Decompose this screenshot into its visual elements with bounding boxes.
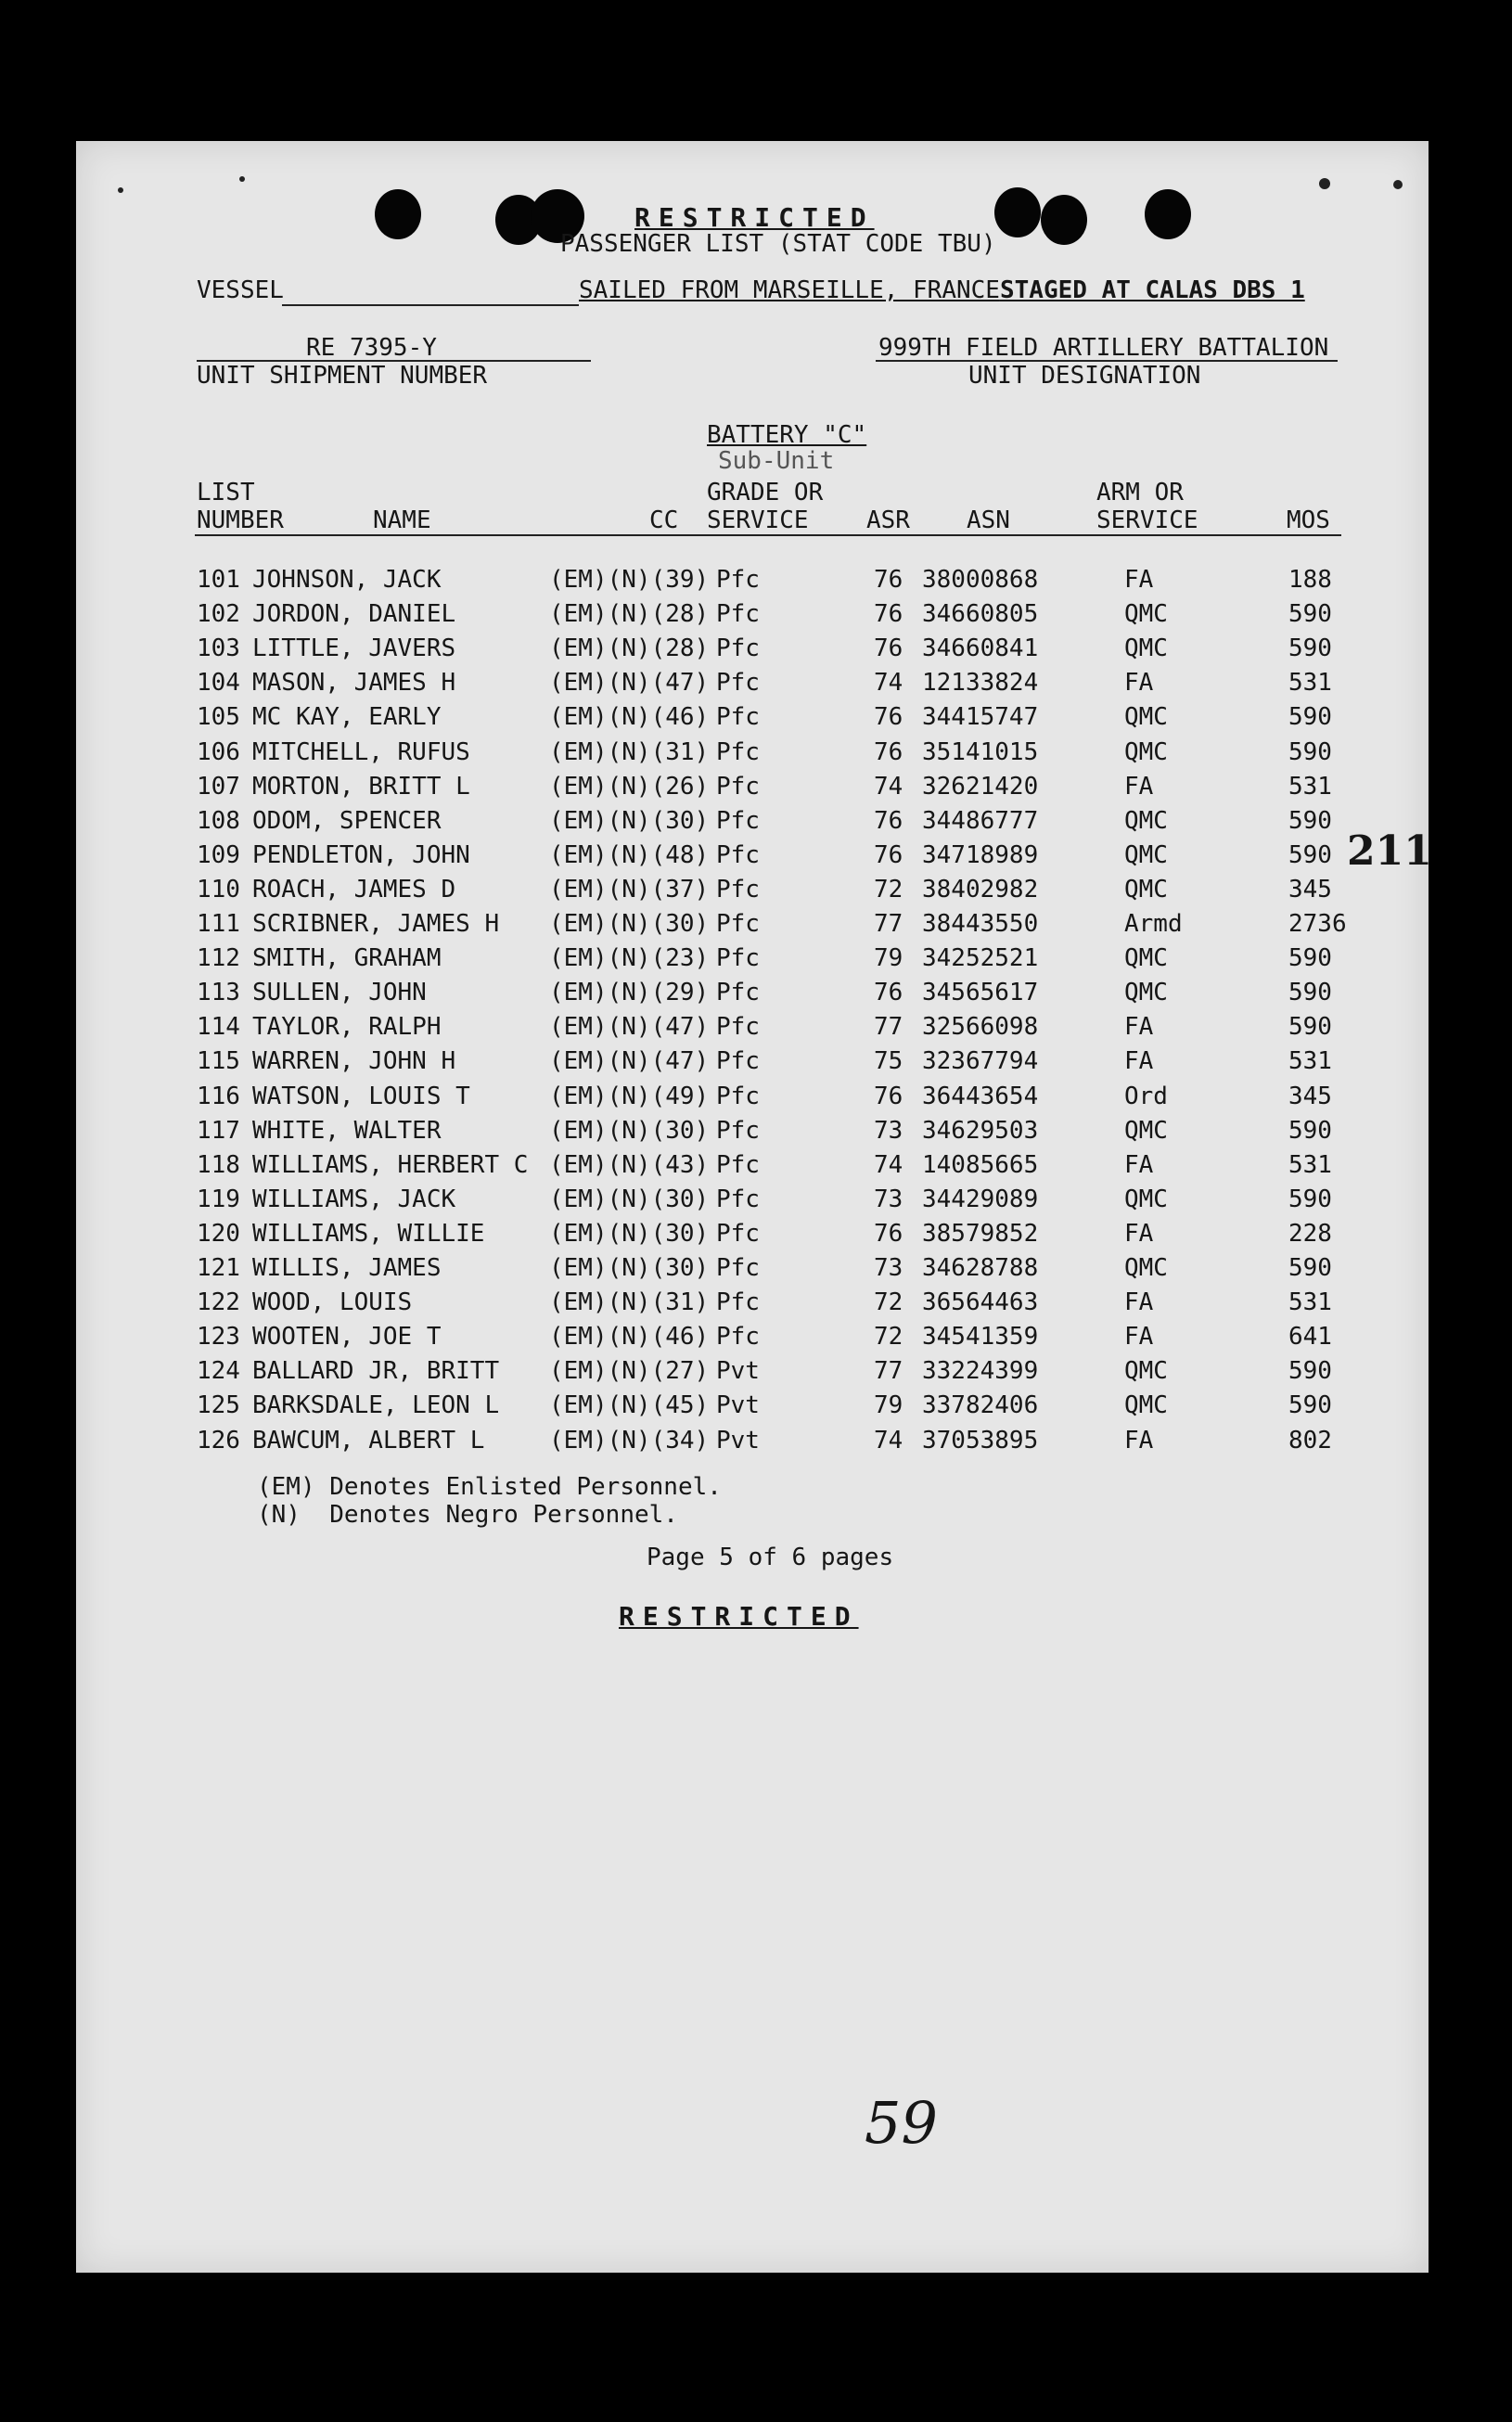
asr: 73 (874, 1254, 903, 1282)
arm-service: FA (1124, 1323, 1154, 1352)
asr: 76 (874, 634, 903, 663)
cc-code: (EM)(N)(30) (549, 1185, 710, 1213)
passenger-name: JOHNSON, JACK (252, 566, 442, 594)
table-row (76, 1427, 1429, 1464)
grade: Pfc (716, 1219, 760, 1248)
vessel-underline (282, 304, 579, 306)
grade: Pfc (716, 772, 760, 801)
cc-code: (EM)(N)(34) (549, 1426, 710, 1454)
arm-service: QMC (1124, 1116, 1168, 1145)
cc-code: (EM)(N)(46) (549, 1323, 710, 1352)
cc-code: (EM)(N)(29) (549, 979, 710, 1007)
asr: 76 (874, 840, 903, 869)
passenger-name: WILLIAMS, HERBERT C (252, 1150, 529, 1179)
speck (239, 176, 245, 182)
punch-hole (994, 187, 1041, 237)
table-row (76, 1220, 1429, 1257)
shipment-label: UNIT SHIPMENT NUMBER (197, 362, 488, 390)
mos: 531 (1288, 669, 1332, 698)
asr: 76 (874, 737, 903, 766)
grade: Pfc (716, 1116, 760, 1145)
list-number: 112 (197, 944, 240, 973)
asr: 79 (874, 1391, 903, 1420)
asr: 74 (874, 772, 903, 801)
col-grade-top: GRADE OR (707, 479, 824, 506)
mos: 590 (1288, 806, 1332, 835)
asr: 73 (874, 1116, 903, 1145)
grade: Pfc (716, 600, 760, 629)
col-mos: MOS (1287, 506, 1330, 534)
mos: 590 (1288, 840, 1332, 869)
arm-service: QMC (1124, 1391, 1168, 1420)
arm-service: Armd (1124, 910, 1183, 938)
grade: Pfc (716, 669, 760, 698)
asr: 76 (874, 1082, 903, 1110)
cc-code: (EM)(N)(30) (549, 1254, 710, 1282)
arm-service: QMC (1124, 634, 1168, 663)
table-row (76, 669, 1429, 706)
passenger-name: MORTON, BRITT L (252, 772, 470, 801)
list-number: 124 (197, 1357, 240, 1386)
col-asn: ASN (967, 506, 1010, 534)
mos: 188 (1288, 566, 1332, 594)
passenger-name: WILLIS, JAMES (252, 1254, 442, 1282)
mos: 590 (1288, 1254, 1332, 1282)
grade: Pfc (716, 1082, 760, 1110)
mos: 345 (1288, 1082, 1332, 1110)
cc-code: (EM)(N)(45) (549, 1391, 710, 1420)
asn: 34660805 (922, 600, 1039, 629)
list-number: 107 (197, 772, 240, 801)
col-asr: ASR (866, 506, 910, 534)
col-cc: CC (649, 506, 679, 534)
asr: 77 (874, 1357, 903, 1386)
asn: 32367794 (922, 1047, 1039, 1076)
asr: 72 (874, 1323, 903, 1352)
battery-label: BATTERY "C" (707, 421, 867, 449)
asn: 12133824 (922, 669, 1039, 698)
mos: 590 (1288, 1391, 1332, 1420)
arm-service: FA (1124, 1288, 1154, 1317)
table-row (76, 600, 1429, 637)
table-row (76, 910, 1429, 947)
grade: Pfc (716, 1047, 760, 1076)
col-grade-bottom: SERVICE (707, 506, 809, 534)
cc-code: (EM)(N)(31) (549, 1288, 710, 1317)
grade: Pfc (716, 703, 760, 732)
table-row (76, 841, 1429, 878)
sub-unit-label: Sub-Unit (718, 447, 835, 475)
cc-code: (EM)(N)(26) (549, 772, 710, 801)
table-row (76, 1047, 1429, 1084)
document-page (76, 141, 1432, 2273)
table-row (76, 876, 1429, 913)
asn: 32621420 (922, 772, 1039, 801)
col-number: NUMBER (197, 506, 284, 534)
passenger-name: WATSON, LOUIS T (252, 1082, 470, 1110)
vessel-label: VESSEL (197, 276, 284, 304)
table-row (76, 1323, 1429, 1360)
asr: 76 (874, 806, 903, 835)
passenger-name: MC KAY, EARLY (252, 703, 442, 732)
grade: Pfc (716, 634, 760, 663)
passenger-name: ODOM, SPENCER (252, 806, 442, 835)
speck (1319, 178, 1330, 189)
cc-code: (EM)(N)(37) (549, 875, 710, 903)
arm-service: QMC (1124, 840, 1168, 869)
asr: 75 (874, 1047, 903, 1076)
asr: 76 (874, 1219, 903, 1248)
arm-service: FA (1124, 1426, 1154, 1454)
col-name: NAME (373, 506, 431, 534)
list-number: 120 (197, 1219, 240, 1248)
mos: 590 (1288, 600, 1332, 629)
asr: 76 (874, 979, 903, 1007)
grade: Pfc (716, 1288, 760, 1317)
asn: 37053895 (922, 1426, 1039, 1454)
mos: 228 (1288, 1219, 1332, 1248)
arm-service: FA (1124, 1219, 1154, 1248)
passenger-name: JORDON, DANIEL (252, 600, 456, 629)
mos: 345 (1288, 875, 1332, 903)
cc-code: (EM)(N)(46) (549, 703, 710, 732)
asn: 36564463 (922, 1288, 1039, 1317)
table-row (76, 1185, 1429, 1223)
asn: 34252521 (922, 944, 1039, 973)
cc-code: (EM)(N)(30) (549, 910, 710, 938)
mos: 2736 (1288, 910, 1347, 938)
list-number: 116 (197, 1082, 240, 1110)
asn: 38000868 (922, 566, 1039, 594)
passenger-name: WILLIAMS, JACK (252, 1185, 456, 1213)
asn: 34628788 (922, 1254, 1039, 1282)
table-row (76, 1013, 1429, 1050)
asr: 72 (874, 875, 903, 903)
asn: 14085665 (922, 1150, 1039, 1179)
passenger-name: MITCHELL, RUFUS (252, 737, 470, 766)
passenger-name: LITTLE, JAVERS (252, 634, 456, 663)
passenger-name: WOOTEN, JOE T (252, 1323, 442, 1352)
mos: 531 (1288, 1047, 1332, 1076)
punch-hole (1041, 195, 1087, 245)
asn: 32566098 (922, 1013, 1039, 1042)
cc-code: (EM)(N)(31) (549, 737, 710, 766)
grade: Pfc (716, 910, 760, 938)
asn: 34660841 (922, 634, 1039, 663)
asn: 36443654 (922, 1082, 1039, 1110)
list-number: 115 (197, 1047, 240, 1076)
grade: Pfc (716, 840, 760, 869)
grade: Pfc (716, 806, 760, 835)
table-row (76, 1391, 1429, 1429)
passenger-name: BALLARD JR, BRITT (252, 1357, 500, 1386)
asn: 34415747 (922, 703, 1039, 732)
table-row (76, 1288, 1429, 1326)
mos: 590 (1288, 634, 1332, 663)
footnote-n: (N) Denotes Negro Personnel. (257, 1501, 678, 1529)
mos: 590 (1288, 1357, 1332, 1386)
list-number: 123 (197, 1323, 240, 1352)
asr: 73 (874, 1185, 903, 1213)
arm-service: QMC (1124, 1254, 1168, 1282)
arm-service: FA (1124, 1013, 1154, 1042)
passenger-name: BAWCUM, ALBERT L (252, 1426, 485, 1454)
grade: Pfc (716, 1323, 760, 1352)
stamp-number: 211 (1347, 827, 1432, 875)
mos: 590 (1288, 1013, 1332, 1042)
list-number: 111 (197, 910, 240, 938)
mos: 590 (1288, 1116, 1332, 1145)
cc-code: (EM)(N)(28) (549, 634, 710, 663)
list-number: 118 (197, 1150, 240, 1179)
table-row (76, 566, 1429, 603)
asn: 38579852 (922, 1219, 1039, 1248)
speck (1393, 180, 1403, 189)
list-number: 104 (197, 669, 240, 698)
table-row (76, 1083, 1429, 1120)
passenger-name: SMITH, GRAHAM (252, 944, 442, 973)
passenger-name: WOOD, LOUIS (252, 1288, 413, 1317)
header-rule (195, 534, 1341, 536)
asr: 72 (874, 1288, 903, 1317)
table-row (76, 703, 1429, 740)
asn: 33224399 (922, 1357, 1039, 1386)
grade: Pfc (716, 1013, 760, 1042)
cc-code: (EM)(N)(30) (549, 806, 710, 835)
list-number: 114 (197, 1013, 240, 1042)
arm-service: QMC (1124, 979, 1168, 1007)
restricted-footer: RESTRICTED (619, 1601, 859, 1632)
asn: 34486777 (922, 806, 1039, 835)
grade: Pvt (716, 1426, 760, 1454)
arm-service: QMC (1124, 600, 1168, 629)
list-number: 101 (197, 566, 240, 594)
staged-at: STAGED AT CALAS DBS 1 (1000, 276, 1305, 304)
cc-code: (EM)(N)(27) (549, 1357, 710, 1386)
list-number: 102 (197, 600, 240, 629)
table-row (76, 738, 1429, 775)
passenger-name: WHITE, WALTER (252, 1116, 442, 1145)
list-number: 110 (197, 875, 240, 903)
restricted-heading: RESTRICTED (634, 202, 875, 233)
footnote-em: (EM) Denotes Enlisted Personnel. (257, 1473, 722, 1501)
arm-service: FA (1124, 566, 1154, 594)
col-arm-top: ARM OR (1096, 479, 1184, 506)
col-list: LIST (197, 479, 255, 506)
asr: 77 (874, 910, 903, 938)
mos: 590 (1288, 703, 1332, 732)
asr: 74 (874, 669, 903, 698)
asr: 77 (874, 1013, 903, 1042)
table-row (76, 634, 1429, 672)
list-number: 109 (197, 840, 240, 869)
arm-service: QMC (1124, 875, 1168, 903)
asr: 76 (874, 703, 903, 732)
handwritten-page-number: 59 (865, 2089, 938, 2157)
asn: 38402982 (922, 875, 1039, 903)
mos: 531 (1288, 772, 1332, 801)
passenger-name: BARKSDALE, LEON L (252, 1391, 500, 1420)
punch-hole (1145, 189, 1191, 239)
grade: Pfc (716, 944, 760, 973)
list-title: PASSENGER LIST (STAT CODE TBU) (560, 230, 996, 258)
cc-code: (EM)(N)(39) (549, 566, 710, 594)
cc-code: (EM)(N)(30) (549, 1116, 710, 1145)
asn: 33782406 (922, 1391, 1039, 1420)
arm-service: QMC (1124, 703, 1168, 732)
mos: 641 (1288, 1323, 1332, 1352)
passenger-name: WILLIAMS, WILLIE (252, 1219, 485, 1248)
passenger-name: SULLEN, JOHN (252, 979, 427, 1007)
asr: 79 (874, 944, 903, 973)
mos: 531 (1288, 1150, 1332, 1179)
list-number: 108 (197, 806, 240, 835)
asn: 34565617 (922, 979, 1039, 1007)
cc-code: (EM)(N)(30) (549, 1219, 710, 1248)
table-row (76, 1254, 1429, 1291)
arm-service: FA (1124, 669, 1154, 698)
grade: Pfc (716, 737, 760, 766)
passenger-name: SCRIBNER, JAMES H (252, 910, 500, 938)
grade: Pfc (716, 566, 760, 594)
list-number: 121 (197, 1254, 240, 1282)
mos: 590 (1288, 737, 1332, 766)
grade: Pfc (716, 979, 760, 1007)
arm-service: QMC (1124, 806, 1168, 835)
list-number: 117 (197, 1116, 240, 1145)
asr: 76 (874, 566, 903, 594)
arm-service: QMC (1124, 1357, 1168, 1386)
asn: 38443550 (922, 910, 1039, 938)
list-number: 119 (197, 1185, 240, 1213)
punch-hole (375, 189, 421, 239)
passenger-name: WARREN, JOHN H (252, 1047, 456, 1076)
mos: 531 (1288, 1288, 1332, 1317)
mos: 590 (1288, 979, 1332, 1007)
mos: 590 (1288, 944, 1332, 973)
table-row (76, 944, 1429, 981)
table-row (76, 1151, 1429, 1188)
arm-service: QMC (1124, 944, 1168, 973)
list-number: 106 (197, 737, 240, 766)
arm-service: Ord (1124, 1082, 1168, 1110)
passenger-name: ROACH, JAMES D (252, 875, 456, 903)
cc-code: (EM)(N)(23) (549, 944, 710, 973)
list-number: 125 (197, 1391, 240, 1420)
grade: Pfc (716, 1254, 760, 1282)
grade: Pfc (716, 1185, 760, 1213)
table-row (76, 773, 1429, 810)
arm-service: FA (1124, 1150, 1154, 1179)
cc-code: (EM)(N)(43) (549, 1150, 710, 1179)
list-number: 126 (197, 1426, 240, 1454)
table-row (76, 1117, 1429, 1154)
shipment-number: RE 7395-Y (306, 334, 437, 362)
cc-code: (EM)(N)(49) (549, 1082, 710, 1110)
cc-code: (EM)(N)(47) (549, 669, 710, 698)
table-row (76, 979, 1429, 1016)
asn: 35141015 (922, 737, 1039, 766)
cc-code: (EM)(N)(28) (549, 600, 710, 629)
grade: Pvt (716, 1357, 760, 1386)
arm-service: QMC (1124, 737, 1168, 766)
cc-code: (EM)(N)(47) (549, 1047, 710, 1076)
mos: 802 (1288, 1426, 1332, 1454)
asn: 34429089 (922, 1185, 1039, 1213)
passenger-name: MASON, JAMES H (252, 669, 456, 698)
grade: Pfc (716, 875, 760, 903)
arm-service: QMC (1124, 1185, 1168, 1213)
passenger-name: TAYLOR, RALPH (252, 1013, 442, 1042)
asr: 74 (874, 1426, 903, 1454)
list-number: 113 (197, 979, 240, 1007)
speck (118, 187, 123, 193)
asn: 34629503 (922, 1116, 1039, 1145)
grade: Pvt (716, 1391, 760, 1420)
mos: 590 (1288, 1185, 1332, 1213)
arm-service: FA (1124, 1047, 1154, 1076)
sailed-from: SAILED FROM MARSEILLE, FRANCE (579, 276, 1000, 304)
list-number: 122 (197, 1288, 240, 1317)
list-number: 105 (197, 703, 240, 732)
unit-name: 999TH FIELD ARTILLERY BATTALION (878, 334, 1329, 362)
grade: Pfc (716, 1150, 760, 1179)
cc-code: (EM)(N)(48) (549, 840, 710, 869)
cc-code: (EM)(N)(47) (549, 1013, 710, 1042)
table-row (76, 807, 1429, 844)
arm-service: FA (1124, 772, 1154, 801)
table-row (76, 1357, 1429, 1394)
passenger-name: PENDLETON, JOHN (252, 840, 470, 869)
page-info: Page 5 of 6 pages (647, 1544, 894, 1571)
list-number: 103 (197, 634, 240, 663)
col-arm-bottom: SERVICE (1096, 506, 1198, 534)
unit-label: UNIT DESIGNATION (968, 362, 1201, 390)
asr: 76 (874, 600, 903, 629)
asr: 74 (874, 1150, 903, 1179)
asn: 34541359 (922, 1323, 1039, 1352)
asn: 34718989 (922, 840, 1039, 869)
